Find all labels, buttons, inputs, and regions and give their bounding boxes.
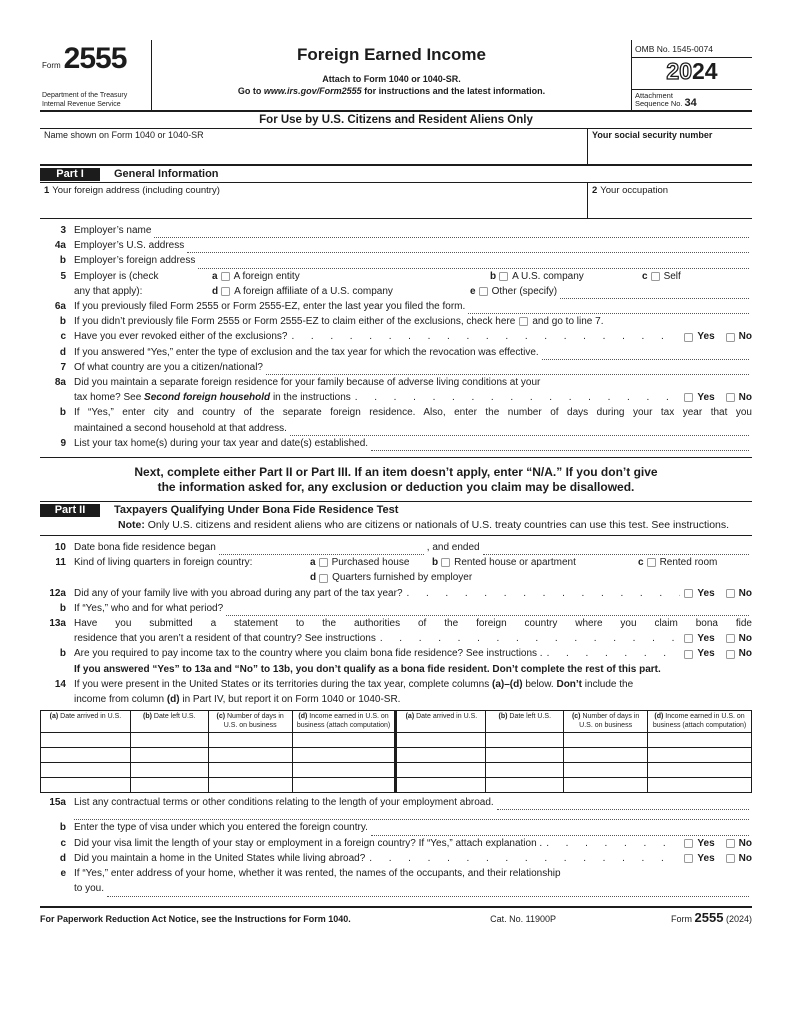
line4a-label: Employer’s U.S. address <box>74 240 185 252</box>
dot-leader <box>355 390 681 405</box>
attachment-word: Attachment <box>635 91 673 100</box>
line6a-number: 6a <box>54 301 66 313</box>
table-cell[interactable] <box>564 763 648 778</box>
line-10 <box>40 540 752 555</box>
line2-number: 2 <box>592 185 598 196</box>
line6d-number: d <box>59 346 66 358</box>
line9-label: List your tax home(s) during your tax year and date(s) established. <box>74 437 369 449</box>
line11-number: 11 <box>55 557 66 569</box>
line13b-number: b <box>59 648 66 660</box>
checkbox-15c-no[interactable] <box>726 839 735 848</box>
table-cell[interactable] <box>130 763 208 778</box>
form-number-block <box>40 40 152 110</box>
col-d-header: (d) Income earned in U.S. on business (attach computation) <box>292 711 396 733</box>
table-cell[interactable] <box>41 763 131 778</box>
line13-warning: If you answered “Yes” to 13a and “No” to 13b, you don’t qualify as a bona fide resident. Don’t complete the rest of this part. <box>74 663 661 675</box>
line-15e-1 <box>40 866 752 881</box>
line-8b-1 <box>40 405 752 420</box>
footer-form-word: Form <box>671 913 693 924</box>
line15e-number: e <box>60 868 66 880</box>
attach-instruction: Attach to Form 1040 or 1040-SR. <box>322 74 461 84</box>
table-cell[interactable] <box>41 778 131 793</box>
home-address-input[interactable] <box>107 887 749 897</box>
line12b-number: b <box>59 602 66 614</box>
line-11 <box>40 555 752 585</box>
table-cell[interactable] <box>292 778 396 793</box>
line9-number: 9 <box>60 437 66 449</box>
year-outline-digits: 20 <box>666 58 692 84</box>
line7-number: 7 <box>60 361 66 373</box>
line12a-number: 12a <box>49 587 66 599</box>
form-number: 2555 <box>63 42 127 75</box>
option5e-letter: e <box>470 285 476 297</box>
option5d-label: A foreign affiliate of a U.S. company <box>234 285 393 297</box>
line-15b <box>40 820 752 835</box>
line10-label-began: Date bona fide residence began <box>74 542 216 554</box>
option5e-label: Other (specify) <box>491 285 558 297</box>
line8b-number: b <box>59 407 66 419</box>
part2-note <box>40 518 752 536</box>
table-cell[interactable] <box>130 778 208 793</box>
table-cell[interactable] <box>130 748 208 763</box>
option11b-letter: b <box>432 557 439 569</box>
line6c-label: Have you ever revoked either of the exclusions? <box>74 331 288 343</box>
form-title: Foreign Earned Income <box>297 45 486 64</box>
line6b-label-post: and go to line 7. <box>532 316 604 328</box>
form-footer <box>40 906 752 925</box>
name-label: Name shown on Form 1040 or 1040-SR <box>44 130 204 140</box>
table-row <box>41 763 752 778</box>
ssn-label: Your social security number <box>592 130 713 140</box>
line-8a-1 <box>40 375 752 390</box>
option11d-label: Quarters furnished by employer <box>332 572 473 584</box>
last-year-filed-input[interactable] <box>468 304 749 314</box>
table-cell[interactable] <box>486 733 564 748</box>
line-15a-2 <box>40 810 752 820</box>
table-cell[interactable] <box>564 733 648 748</box>
line8a-label-2: tax home? See <box>74 392 145 404</box>
note-word: Note: <box>118 519 145 532</box>
line15b-label: Enter the type of visa under which you entered the foreign country. <box>74 822 368 834</box>
yes-label: Yes <box>697 852 715 864</box>
line-14-2 <box>40 692 752 707</box>
table-cell[interactable] <box>208 748 292 763</box>
dot-leader <box>291 329 680 344</box>
table-cell[interactable] <box>486 748 564 763</box>
option5b-label: A U.S. company <box>512 270 584 282</box>
line-15c <box>40 836 752 851</box>
table-row <box>41 748 752 763</box>
dot-leader <box>547 646 681 661</box>
checkbox-13a-yes[interactable] <box>684 634 693 643</box>
other-specify-input[interactable] <box>560 289 749 299</box>
line-9 <box>40 436 752 451</box>
checkbox-15d-no[interactable] <box>726 854 735 863</box>
checkbox-5d-foreign-affiliate[interactable] <box>221 287 230 296</box>
second-household-input[interactable] <box>290 426 749 436</box>
part1-title: General Information <box>114 168 219 180</box>
table-cell[interactable] <box>208 763 292 778</box>
checkbox-15c-yes[interactable] <box>684 839 693 848</box>
yes-label: Yes <box>697 837 715 849</box>
option5a-label: A foreign entity <box>233 270 300 282</box>
part2-badge: Part II <box>40 504 100 517</box>
goto-instruction <box>158 86 625 96</box>
line15e-label-2: to you. <box>74 883 105 895</box>
yes-label: Yes <box>697 331 715 343</box>
footer-form-year: (2024) <box>725 913 752 924</box>
checkbox-11a-purchased-house[interactable] <box>319 558 328 567</box>
line-3 <box>40 223 752 238</box>
option11c-letter: c <box>638 557 644 569</box>
option5c-label: Self <box>663 270 681 282</box>
line14-label-1: If you were present in the United States or its territories during the tax year, complete columns <box>74 678 492 690</box>
line5-label-2: any that apply): <box>74 285 143 297</box>
line-15d <box>40 851 752 866</box>
yes-label: Yes <box>697 648 715 660</box>
line-4b <box>40 253 752 268</box>
line8b-label-2: maintained a second household at that address. <box>74 422 287 434</box>
citizen-country-input[interactable] <box>266 365 749 375</box>
tax-year <box>632 58 752 90</box>
form-title-block <box>152 40 632 110</box>
no-label: No <box>738 852 752 864</box>
line3-number: 3 <box>60 225 66 236</box>
dot-leader <box>369 851 680 866</box>
col-b-header: (b) Date left U.S. <box>486 711 564 733</box>
line4b-label: Employer’s foreign address <box>74 255 196 267</box>
dot-leader <box>546 836 680 851</box>
line14-col-d-ref: (d) <box>166 694 180 706</box>
yes-label: Yes <box>697 587 715 599</box>
omb-number: OMB No. 1545-0074 <box>632 40 752 58</box>
table-cell[interactable] <box>396 748 486 763</box>
no-label: No <box>738 837 752 849</box>
residence-began-input[interactable] <box>219 545 424 555</box>
checkbox-5c-self[interactable] <box>651 272 660 281</box>
col-d-header: (d) Income earned in U.S. on business (attach computation) <box>648 711 752 733</box>
line14-label-3: include the <box>582 678 634 690</box>
occupation-field[interactable] <box>588 183 752 218</box>
line15d-number: d <box>59 852 66 864</box>
line14-label-5: in Part IV, but report it on Form 1040 or 1040-SR. <box>179 694 401 706</box>
checkbox-6c-yes[interactable] <box>684 333 693 342</box>
line13a-label-1: Have you submitted a statement to the authorities of the foreign country where you claim bona fide <box>74 618 752 630</box>
part1-lines <box>40 219 752 453</box>
line10-label-ended: , and ended <box>426 542 480 554</box>
attachment-sequence <box>632 90 752 110</box>
form-header <box>40 40 752 112</box>
table-cell[interactable] <box>396 763 486 778</box>
checkbox-6b-check-here[interactable] <box>519 317 528 326</box>
line13a-label-2: residence that you aren’t a resident of that country? See instructions <box>74 633 376 645</box>
footer-form-number: 2555 <box>694 909 724 925</box>
line6c-number: c <box>60 331 66 343</box>
line11-label: Kind of living quarters in foreign country: <box>74 557 253 569</box>
name-field[interactable] <box>40 129 588 164</box>
table-cell[interactable] <box>486 763 564 778</box>
table-cell[interactable] <box>486 778 564 793</box>
foreign-address-field[interactable] <box>40 183 588 218</box>
visa-type-input[interactable] <box>371 826 749 836</box>
sequence-number: 34 <box>684 97 697 109</box>
line1-label: Your foreign address (including country) <box>52 185 220 196</box>
line-8b-2 <box>40 421 752 436</box>
line-14-1 <box>40 677 752 692</box>
year-solid-digits: 24 <box>692 58 718 84</box>
line6b-label-pre: If you didn’t previously file Form 2555 or Form 2555-EZ to claim either of the exclusions, check here <box>74 316 516 328</box>
col-b-header: (b) Date left U.S. <box>130 711 208 733</box>
part2-header <box>40 501 752 518</box>
checkbox-5e-other[interactable] <box>479 287 488 296</box>
line-6a <box>40 299 752 314</box>
option11b-label: Rented house or apartment <box>454 557 576 569</box>
line-7 <box>40 360 752 375</box>
paperwork-notice: For Paperwork Reduction Act Notice, see the Instructions for Form 1040. <box>40 913 351 924</box>
checkbox-13a-no[interactable] <box>726 634 735 643</box>
no-label: No <box>738 633 752 645</box>
line3-label: Employer’s name <box>74 225 152 236</box>
contractual-terms-input-2[interactable] <box>74 810 749 820</box>
checkbox-12a-no[interactable] <box>726 589 735 598</box>
line-8a-2 <box>40 390 752 405</box>
line8a-label-1: Did you maintain a separate foreign residence for your family because of adverse living conditions at your <box>74 377 541 389</box>
option5b-letter: b <box>490 270 497 282</box>
line-13b <box>40 646 752 661</box>
line13a-number: 13a <box>49 618 66 630</box>
no-label: No <box>738 648 752 660</box>
checkbox-5b-us-company[interactable] <box>499 272 508 281</box>
checkbox-6c-no[interactable] <box>726 333 735 342</box>
line-6d <box>40 345 752 360</box>
banner-line-1: Next, complete either Part II or Part III. If an item doesn’t apply, enter “N/A.” If you don’t give <box>134 465 658 480</box>
line-6c <box>40 329 752 344</box>
table-row <box>41 733 752 748</box>
part2-title: Taxpayers Qualifying Under Bona Fide Residence Test <box>114 504 399 517</box>
no-label: No <box>738 392 752 404</box>
line15e-label-1: If “Yes,” enter address of your home, whether it was rented, the names of the occupants, and their relationship <box>74 868 561 880</box>
dept-line-2: Internal Revenue Service <box>42 100 121 108</box>
table-cell[interactable] <box>292 748 396 763</box>
second-foreign-household-ref: Second foreign household <box>144 392 271 404</box>
line6d-label: If you answered “Yes,” enter the type of exclusion and the tax year for which the revocation was effective. <box>74 346 539 358</box>
checkbox-8a-no[interactable] <box>726 393 735 402</box>
checkbox-13b-yes[interactable] <box>684 650 693 659</box>
table-header-row <box>41 711 752 733</box>
checkbox-11d-employer-quarters[interactable] <box>319 574 328 583</box>
line-13a-2 <box>40 631 752 646</box>
residence-ended-input[interactable] <box>483 545 749 555</box>
line14-label-2: below. <box>522 678 557 690</box>
table-cell[interactable] <box>396 778 486 793</box>
note-text: Only U.S. citizens and resident aliens who are citizens or nationals of U.S. treaty countries can use this test. See instructions. <box>144 519 730 532</box>
line4a-number: 4a <box>54 240 66 252</box>
col-c-header: (c) Number of days in U.S. on business <box>564 711 648 733</box>
line12b-label: If “Yes,” who and for what period? <box>74 602 224 614</box>
line14-label-4: income from column <box>74 694 167 706</box>
dept-line-1: Department of the Treasury <box>42 92 128 99</box>
line15c-label: Did your visa limit the length of your stay or employment in a foreign country? If “Yes,” attach explanation . <box>74 837 543 849</box>
col-a-header: (a) Date arrived in U.S. <box>41 711 131 733</box>
no-label: No <box>738 331 752 343</box>
table-cell[interactable] <box>564 778 648 793</box>
dot-leader <box>407 586 681 601</box>
revocation-input[interactable] <box>542 350 749 360</box>
table-cell[interactable] <box>292 763 396 778</box>
table-cell[interactable] <box>648 778 752 793</box>
yes-label: Yes <box>697 392 715 404</box>
line-12a <box>40 586 752 601</box>
line-15e-2 <box>40 881 752 896</box>
employer-us-address-input[interactable] <box>187 243 749 253</box>
employer-name-input[interactable] <box>154 228 749 238</box>
catalog-number: Cat. No. 11900P <box>490 913 557 924</box>
table-cell[interactable] <box>130 733 208 748</box>
table-cell[interactable] <box>564 748 648 763</box>
table-cell[interactable] <box>292 733 396 748</box>
line14-columns-ref: (a)–(d) <box>491 678 523 690</box>
line5-number: 5 <box>60 270 66 282</box>
col-c-header: (c) Number of days in U.S. on business <box>208 711 292 733</box>
option11a-label: Purchased house <box>331 557 410 569</box>
table-cell[interactable] <box>41 733 131 748</box>
option11a-letter: a <box>310 557 316 569</box>
form-content <box>40 40 752 925</box>
line12a-label: Did any of your family live with you abroad during any part of the tax year? <box>74 587 403 599</box>
option11c-label: Rented room <box>659 557 718 569</box>
irs-url-link[interactable]: www.irs.gov/Form2555 <box>263 86 362 96</box>
ssn-field[interactable] <box>588 129 752 164</box>
tax-homes-input[interactable] <box>371 441 749 451</box>
table-cell[interactable] <box>208 733 292 748</box>
line8a-number: 8a <box>54 377 66 389</box>
line15a-number: 15a <box>49 797 66 809</box>
part1-badge: Part I <box>40 168 100 181</box>
option5a-letter: a <box>212 270 218 282</box>
line10-number: 10 <box>54 542 66 554</box>
checkbox-11b-rented-house[interactable] <box>441 558 450 567</box>
form-word: Form <box>42 61 61 70</box>
table-cell[interactable] <box>396 733 486 748</box>
checkbox-13b-no[interactable] <box>726 650 735 659</box>
line15d-label: Did you maintain a home in the United States while living abroad? <box>74 852 366 864</box>
yes-label: Yes <box>697 633 715 645</box>
line-12b <box>40 601 752 616</box>
line2-label: Your occupation <box>600 185 669 196</box>
line1-number: 1 <box>44 185 50 196</box>
goto-post: for instructions and the latest information. <box>361 86 546 96</box>
line-15a <box>40 795 752 810</box>
dot-leader <box>380 631 681 646</box>
line14-dont: Don’t <box>556 678 583 690</box>
name-ssn-row <box>40 129 752 166</box>
checkbox-5a-foreign-entity[interactable] <box>221 272 230 281</box>
line5-label-1: Employer is (check <box>74 270 159 282</box>
line7-label: Of what country are you a citizen/national? <box>74 361 263 373</box>
line6b-number: b <box>59 316 66 328</box>
sequence-word: Sequence No. <box>635 99 683 108</box>
goto-pre: Go to <box>237 86 264 96</box>
banner-line-2: the information asked for, any exclusion or deduction you claim may be disallowed. <box>157 480 635 495</box>
line13b-label: Are you required to pay income tax to the country where you claim bona fide residence? See instructions . <box>74 648 543 660</box>
line-5 <box>40 269 752 299</box>
line-13a-1 <box>40 616 752 631</box>
line8a-label-3: in the instructions <box>270 392 351 404</box>
omb-block <box>632 40 752 110</box>
who-what-period-input[interactable] <box>226 606 749 616</box>
form-footer-id <box>671 910 752 925</box>
next-instruction-banner <box>40 457 752 501</box>
line1-line2-row <box>40 183 752 219</box>
line14-number: 14 <box>54 678 66 690</box>
part2-lines <box>40 536 752 898</box>
table-cell[interactable] <box>648 748 752 763</box>
line-4a <box>40 238 752 253</box>
line15c-number: c <box>60 837 66 849</box>
checkbox-11c-rented-room[interactable] <box>647 558 656 567</box>
checkbox-12a-yes[interactable] <box>684 589 693 598</box>
option11d-letter: d <box>310 572 317 584</box>
option5d-letter: d <box>212 285 219 297</box>
line-6b <box>40 314 752 329</box>
table-cell[interactable] <box>648 733 752 748</box>
checkbox-15d-yes[interactable] <box>684 854 693 863</box>
part1-header <box>40 166 752 183</box>
contractual-terms-input[interactable] <box>497 800 749 810</box>
employer-foreign-address-input[interactable] <box>198 259 749 269</box>
line4b-number: b <box>59 255 66 267</box>
line6a-label: If you previously filed Form 2555 or Form 2555-EZ, enter the last year you filed the form. <box>74 301 466 313</box>
line8b-label-1: If “Yes,” enter city and country of the separate foreign residence. Also, enter the number of days during your tax year that you <box>74 407 752 419</box>
line15b-number: b <box>59 822 66 834</box>
no-label: No <box>738 587 752 599</box>
option5c-letter: c <box>642 270 648 282</box>
table-cell[interactable] <box>208 778 292 793</box>
table-cell[interactable] <box>648 763 752 778</box>
col-a-header: (a) Date arrived in U.S. <box>396 711 486 733</box>
form-subtitle: For Use by U.S. Citizens and Resident Aliens Only <box>40 112 752 129</box>
table-row <box>41 778 752 793</box>
checkbox-8a-yes[interactable] <box>684 393 693 402</box>
table-cell[interactable] <box>41 748 131 763</box>
line15a-label: List any contractual terms or other conditions relating to the length of your employment abroad. <box>74 797 494 809</box>
presence-table <box>40 710 752 793</box>
